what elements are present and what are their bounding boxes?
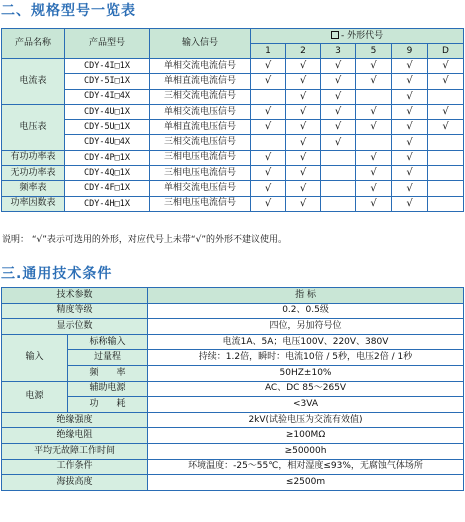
value-display: 四位，另加符号位 <box>148 319 464 335</box>
label-insulation-resistance: 绝缘电阻 <box>2 428 148 444</box>
shape-check-cell: √ <box>321 74 356 89</box>
shape-check-cell: √ <box>321 120 356 135</box>
product-name: 电压表 <box>2 104 65 150</box>
header-shape-code: - 外形代号 <box>251 29 464 44</box>
product-model: CDY-4F□1X <box>65 181 150 196</box>
input-signal: 单相直流电流信号 <box>150 74 251 89</box>
input-signal: 三相交流电流信号 <box>150 89 251 104</box>
product-name: 频率表 <box>2 181 65 196</box>
shape-check-cell: √ <box>356 181 392 196</box>
shape-check-cell <box>321 166 356 181</box>
product-name: 有功功率表 <box>2 150 65 165</box>
shape-check-cell: √ <box>251 74 286 89</box>
shape-check-cell <box>356 89 392 104</box>
shape-check-cell <box>428 135 464 150</box>
shape-check-cell <box>251 89 286 104</box>
value-mtbf: ≥50000h <box>148 443 464 459</box>
product-model: CDY-5U□1X <box>65 120 150 135</box>
shape-check-cell: √ <box>392 74 428 89</box>
product-name: 电流表 <box>2 59 65 105</box>
value-aux-power: AC、DC 85～265V <box>148 381 464 397</box>
shape-check-cell: √ <box>286 74 321 89</box>
shape-check-cell: √ <box>428 104 464 119</box>
shape-check-cell: √ <box>356 196 392 211</box>
shape-check-cell: √ <box>286 150 321 165</box>
shape-check-cell: √ <box>286 181 321 196</box>
shape-check-cell <box>356 135 392 150</box>
label-display: 显示位数 <box>2 319 148 335</box>
shape-check-cell: √ <box>251 59 286 74</box>
input-signal: 三相电压电流信号 <box>150 166 251 181</box>
general-conditions-table <box>1 287 464 491</box>
shape-check-cell: √ <box>251 150 286 165</box>
label-overrange: 过量程 <box>68 350 148 366</box>
table-row <box>2 104 464 119</box>
label-working-conditions: 工作条件 <box>2 459 148 475</box>
shape-code-3: 3 <box>321 44 356 59</box>
value-insulation-resistance: ≥100MΩ <box>148 428 464 444</box>
placeholder-box-icon <box>331 31 339 39</box>
shape-check-cell: √ <box>392 150 428 165</box>
product-model: CDY-4U□4X <box>65 135 150 150</box>
shape-check-cell: √ <box>286 166 321 181</box>
product-model: CDY-4I□1X <box>65 59 150 74</box>
input-signal: 三相电压电流信号 <box>150 196 251 211</box>
header-tech-param: 技术参数 <box>2 288 148 304</box>
shape-code-5: 5 <box>356 44 392 59</box>
value-insulation-strength: 2kV(试验电压为交流有效值) <box>148 412 464 428</box>
table-row <box>2 150 464 165</box>
table-row <box>2 120 464 135</box>
label-mtbf: 平均无故障工作时间 <box>2 443 148 459</box>
input-signal: 单相交流电流信号 <box>150 59 251 74</box>
label-nominal-input: 标称输入 <box>68 334 148 350</box>
label-consumption: 功 耗 <box>68 397 148 413</box>
product-name: 功率因数表 <box>2 196 65 211</box>
label-frequency: 频 率 <box>68 365 148 381</box>
shape-check-cell: √ <box>428 120 464 135</box>
product-model: CDY-4I□4X <box>65 89 150 104</box>
product-model: CDY-4U□1X <box>65 104 150 119</box>
shape-check-cell: √ <box>392 196 428 211</box>
product-model: CDY-5I□1X <box>65 74 150 89</box>
shape-code-2: 2 <box>286 44 321 59</box>
shape-check-cell: √ <box>392 135 428 150</box>
value-altitude: ≤2500m <box>148 475 464 491</box>
product-name: 无功功率表 <box>2 166 65 181</box>
table-row <box>2 181 464 196</box>
shape-check-cell: √ <box>286 59 321 74</box>
shape-check-cell: √ <box>251 181 286 196</box>
product-model: CDY-4Q□1X <box>65 166 150 181</box>
shape-check-cell: √ <box>251 166 286 181</box>
shape-code-D: D <box>428 44 464 59</box>
label-accuracy: 精度等级 <box>2 303 148 319</box>
shape-check-cell <box>428 166 464 181</box>
shape-check-cell <box>321 150 356 165</box>
section-title-general: 三.通用技术条件 <box>1 266 113 282</box>
value-nominal-input: 电流1A、5A；电压100V、220V、380V <box>148 334 464 350</box>
shape-check-cell: √ <box>286 104 321 119</box>
shape-check-cell: √ <box>251 104 286 119</box>
label-power: 电源 <box>2 381 68 412</box>
header-product-model: 产品型号 <box>65 29 150 59</box>
section-title-specs: 二、规格型号一览表 <box>1 3 136 19</box>
value-working-conditions: 环境温度：-25～55℃，相对湿度≤93%，无腐蚀气体场所 <box>148 459 464 475</box>
shape-check-cell: √ <box>428 59 464 74</box>
shape-check-cell: √ <box>321 135 356 150</box>
table-row <box>2 74 464 89</box>
shape-check-cell: √ <box>286 135 321 150</box>
table-row <box>2 196 464 211</box>
shape-check-cell <box>428 196 464 211</box>
shape-check-cell <box>321 181 356 196</box>
value-consumption: <3VA <box>148 397 464 413</box>
shape-check-cell: √ <box>392 59 428 74</box>
shape-check-cell: √ <box>356 74 392 89</box>
product-model: CDY-4P□1X <box>65 150 150 165</box>
input-signal: 三相交流电压信号 <box>150 135 251 150</box>
shape-check-cell <box>428 150 464 165</box>
shape-check-cell: √ <box>392 120 428 135</box>
value-accuracy: 0.2、0.5级 <box>148 303 464 319</box>
label-altitude: 海拔高度 <box>2 475 148 491</box>
input-signal: 单相交流电压信号 <box>150 104 251 119</box>
shape-check-cell: √ <box>251 196 286 211</box>
shape-check-cell <box>428 181 464 196</box>
shape-check-cell <box>428 89 464 104</box>
input-signal: 单相直流电压信号 <box>150 120 251 135</box>
shape-check-cell: √ <box>286 196 321 211</box>
header-product-name: 产品名称 <box>2 29 65 59</box>
input-signal: 单相交流电压信号 <box>150 181 251 196</box>
table-row <box>2 166 464 181</box>
shape-check-cell: √ <box>356 166 392 181</box>
shape-check-cell: √ <box>356 104 392 119</box>
input-signal: 三相电压电流信号 <box>150 150 251 165</box>
spec-table <box>1 28 464 212</box>
header-spec: 指 标 <box>148 288 464 304</box>
shape-check-cell <box>321 196 356 211</box>
shape-check-cell: √ <box>392 104 428 119</box>
shape-check-cell: √ <box>356 150 392 165</box>
shape-check-cell: √ <box>321 59 356 74</box>
label-input: 输入 <box>2 334 68 381</box>
shape-check-cell: √ <box>356 120 392 135</box>
product-model: CDY-4H□1X <box>65 196 150 211</box>
shape-check-cell: √ <box>392 166 428 181</box>
label-aux-power: 辅助电源 <box>68 381 148 397</box>
value-overrange: 持续：1.2倍，瞬时：电流10倍 / 5秒，电压2倍 / 1秒 <box>148 350 464 366</box>
shape-check-cell: √ <box>321 89 356 104</box>
shape-check-cell: √ <box>286 120 321 135</box>
shape-check-cell: √ <box>428 74 464 89</box>
shape-code-9: 9 <box>392 44 428 59</box>
table-note: 说明： “√”表示可选用的外形，对应代号上未带“√”的外形不建议使用。 <box>2 235 287 245</box>
shape-check-cell <box>251 135 286 150</box>
shape-check-cell: √ <box>392 89 428 104</box>
shape-check-cell: √ <box>356 59 392 74</box>
header-input-signal: 输入信号 <box>150 29 251 59</box>
shape-check-cell: √ <box>321 104 356 119</box>
table-row <box>2 135 464 150</box>
shape-check-cell: √ <box>286 89 321 104</box>
shape-code-1: 1 <box>251 44 286 59</box>
shape-check-cell: √ <box>251 120 286 135</box>
label-insulation-strength: 绝缘强度 <box>2 412 148 428</box>
shape-check-cell: √ <box>392 181 428 196</box>
table-row <box>2 89 464 104</box>
value-frequency: 50HZ±10% <box>148 365 464 381</box>
table-row <box>2 59 464 74</box>
